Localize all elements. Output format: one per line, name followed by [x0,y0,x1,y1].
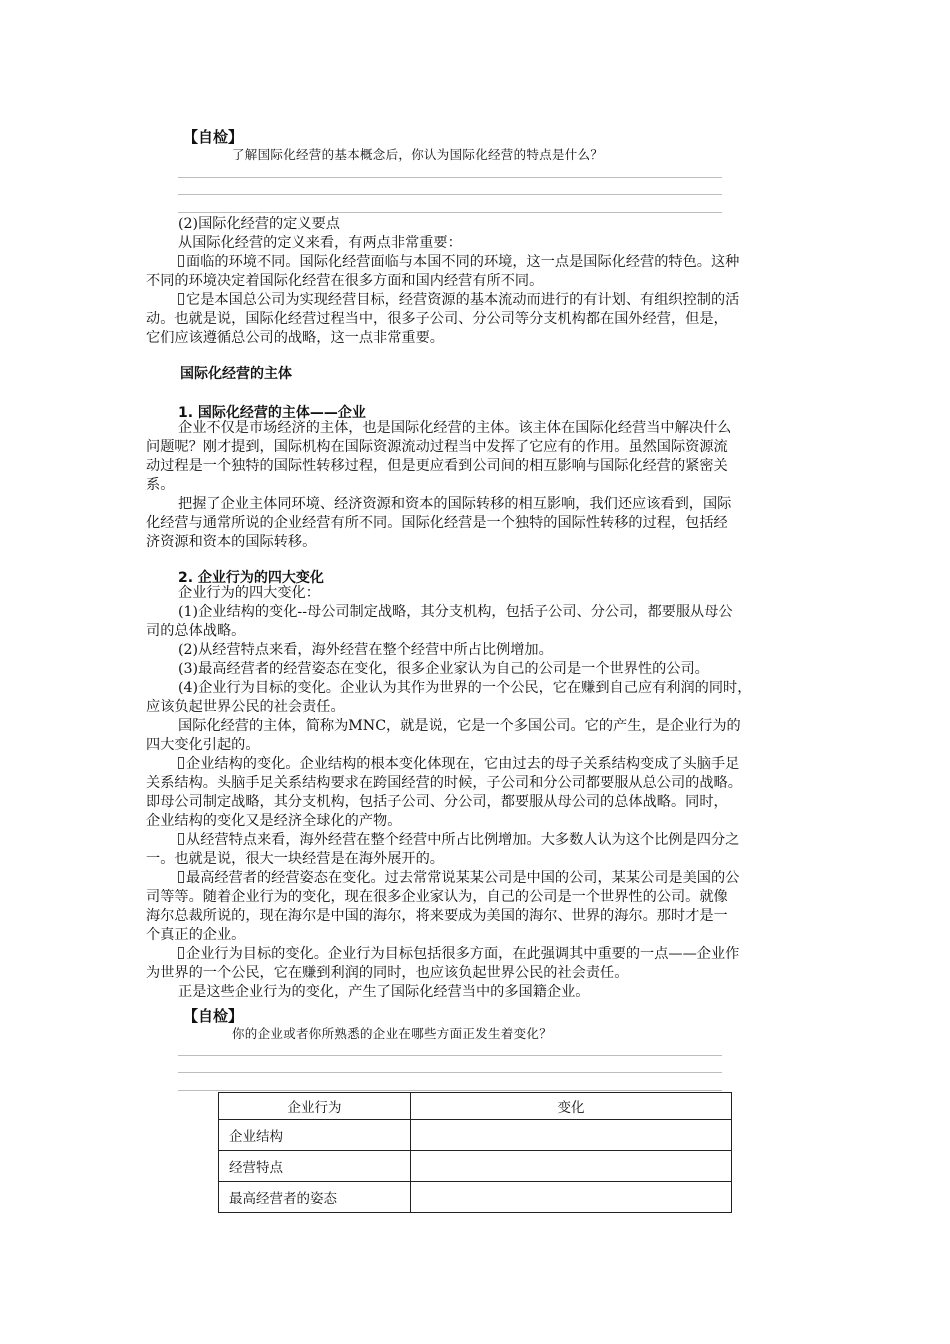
self-check-label: 【自检】 [183,128,244,146]
bullet-marker-icon [178,293,184,305]
row-label: 企业结构 [219,1120,411,1151]
list-item: (3)最高经营者的经营姿态在变化，很多企业家认为自己的公司是一个世界性的公司。 [178,661,709,677]
table-row [219,1120,732,1151]
paragraph-line: 四大变化引起的。 [146,737,260,753]
change-cell[interactable] [411,1120,732,1151]
self-check-question: 你的企业或者你所熟悉的企业在哪些方面正发生着变化？ [232,1026,553,1041]
paragraph-line: 司的总体战略。 [146,623,246,639]
behavior-change-table [218,1092,732,1213]
paragraph-line: 济资源和资本的国际转移。 [146,534,317,550]
definition-point-1: 面临的环境不同。国际化经营面临与本国不同的环境，这一点是国际化经营的特色。这种 [178,253,739,272]
change-cell[interactable] [411,1151,732,1182]
paragraph-line: 个真正的企业。 [146,927,246,943]
column-header-behavior: 企业行为 [219,1093,411,1120]
change-cell[interactable] [411,1182,732,1213]
bullet-marker-icon [178,833,184,845]
bullet-marker-icon [178,255,184,267]
change-point-1: 企业结构的变化。企业结构的根本变化体现在，它由过去的母子关系结构变成了头脑手足 [178,755,739,774]
conclusion: 正是这些企业行为的变化，产生了国际化经营当中的多国籍企业。 [178,984,590,1000]
answer-line [178,212,722,213]
paragraph-line: 系。 [146,477,175,493]
definition-point-2: 它是本国总公司为实现经营目标，经营资源的基本流动而进行的有计划、有组织控制的活 [178,291,739,310]
change-point-4: 企业行为目标的变化。企业行为目标包括很多方面，在此强调其中重要的一点——企业作 [178,945,739,964]
definition-heading: (2)国际化经营的定义要点 [178,216,340,232]
paragraph-line: 一。也就是说，很大一块经营是在海外展开的。 [146,851,444,867]
list-item: (1)企业结构的变化--母公司制定战略，其分支机构，包括子公司、分公司，都要服从母公 [178,604,733,620]
paragraph-line: 关系结构。头脑手足关系结构要求在跨国经营的时候，子公司和分公司都要服从总公司的战略。 [146,775,742,791]
paragraph-line: 国际化经营的主体，简称为MNC，就是说，它是一个多国公司。它的产生，是企业行为的 [178,718,741,734]
definition-intro: 从国际化经营的定义来看，有两点非常重要： [178,235,462,251]
subsection-title: 2. 企业行为的四大变化 [178,570,324,586]
row-label: 经营特点 [219,1151,411,1182]
answer-line [178,177,722,178]
column-header-change: 变化 [411,1093,732,1120]
section-title: 国际化经营的主体 [180,366,292,382]
paragraph-line: 应该负起世界公民的社会责任。 [146,699,345,715]
paragraph-line: 企业行为的四大变化： [178,585,320,601]
bullet-marker-icon [178,947,184,959]
row-label: 最高经营者的姿态 [219,1182,411,1213]
paragraph-line: 企业结构的变化又是经济全球化的产物。 [146,813,402,829]
paragraph-line: 企业不仅是市场经济的主体，也是国际化经营的主体。该主体在国际化经营当中解决什么 [178,420,732,436]
self-check-label: 【自检】 [183,1007,244,1025]
answer-line [178,1090,722,1091]
paragraph-line: 司等等。随着企业行为的变化，现在很多企业家认为，自己的公司是一个世界性的公司。就像 [146,889,728,905]
answer-line [178,1055,722,1056]
change-point-2: 从经营特点来看，海外经营在整个经营中所占比例增加。大多数人认为这个比例是四分之 [178,831,739,850]
bullet-marker-icon [178,871,184,883]
answer-line [178,194,722,195]
list-item: (2)从经营特点来看，海外经营在整个经营中所占比例增加。 [178,642,553,658]
subsection-title: 1. 国际化经营的主体——企业 [178,405,366,421]
table-row [219,1151,732,1182]
answer-line [178,1072,722,1073]
list-item: (4)企业行为目标的变化。企业认为其作为世界的一个公民，它在赚到自己应有利润的同时， [178,680,752,696]
paragraph-line: 动。也就是说，国际化经营过程当中，很多子公司、分公司等分支机构都在国外经营，但是， [146,311,728,327]
paragraph-line: 问题呢？刚才提到，国际机构在国际资源流动过程当中发挥了它应有的作用。虽然国际资源流 [146,439,728,455]
bullet-marker-icon [178,757,184,769]
paragraph-line: 把握了企业主体同环境、经济资源和资本的国际转移的相互影响，我们还应该看到，国际 [178,496,732,512]
table-header-row [219,1093,732,1120]
paragraph-line: 它们应该遵循总公司的战略，这一点非常重要。 [146,330,444,346]
self-check-question: 了解国际化经营的基本概念后，你认为国际化经营的特点是什么？ [232,147,604,162]
paragraph-line: 即母公司制定战略，其分支机构，包括子公司、分公司，都要服从母公司的总体战略。同时， [146,794,728,810]
table-row [219,1182,732,1213]
paragraph-line: 不同的环境决定着国际化经营在很多方面和国内经营有所不同。 [146,273,544,289]
paragraph-line: 为世界的一个公民，它在赚到利润的同时，也应该负起世界公民的社会责任。 [146,965,629,981]
paragraph-line: 动过程是一个独特的国际性转移过程，但是更应看到公司间的相互影响与国际化经营的紧密关 [146,458,728,474]
change-point-3: 最高经营者的经营姿态在变化。过去常常说某某公司是中国的公司，某某公司是美国的公 [178,869,739,888]
paragraph-line: 化经营与通常所说的企业经营有所不同。国际化经营是一个独特的国际性转移的过程，包括经 [146,515,728,531]
paragraph-line: 海尔总裁所说的，现在海尔是中国的海尔，将来要成为美国的海尔、世界的海尔。那时才是一 [146,908,728,924]
